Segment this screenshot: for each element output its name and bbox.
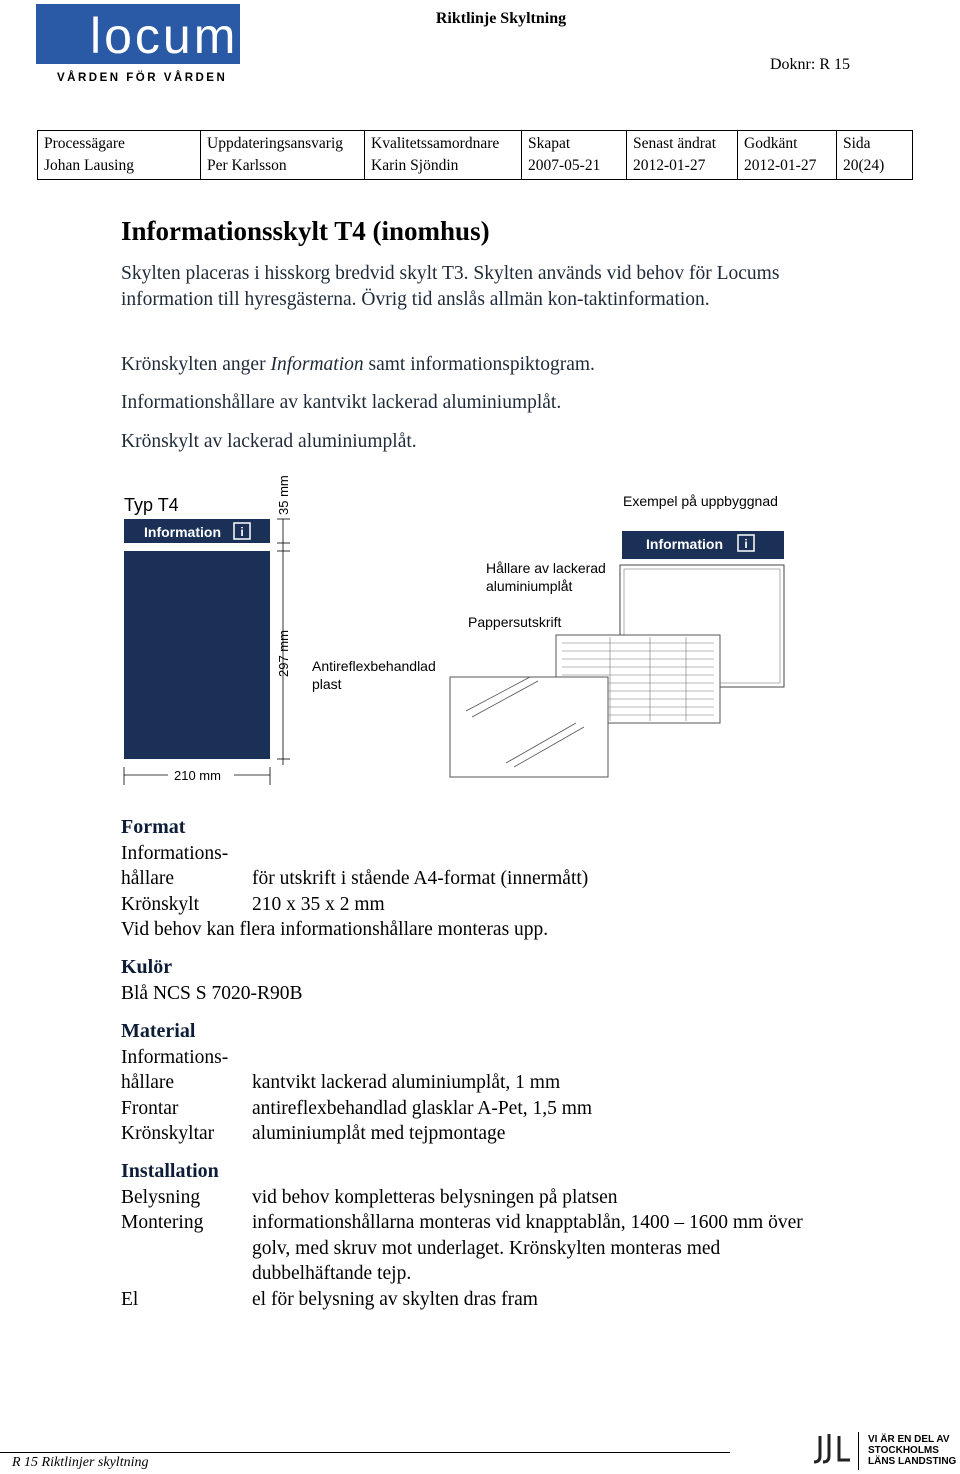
document-number: Doknr: R 15: [770, 56, 850, 73]
page-title: Informationsskylt T4 (inomhus): [121, 216, 490, 246]
material-key-holder-a: Informations-: [121, 1046, 229, 1068]
material-key-holder-b: hållare: [121, 1072, 175, 1093]
install-key-lighting: Belysning: [121, 1186, 201, 1208]
sll-logo-icon: [812, 1432, 852, 1466]
format-heading: Format: [121, 816, 186, 838]
holder-label-2: aluminiumplåt: [486, 578, 573, 594]
example-crown-text: Information: [646, 536, 723, 552]
material-key-crowns: Krönskyltar: [121, 1123, 215, 1144]
logo-tagline: VÅRDEN FÖR VÅRDEN: [57, 72, 228, 84]
svg-text:i: i: [240, 525, 244, 539]
material-value-fronts: antireflexbehandlad glasklar A-Pet, 1,5 mm: [252, 1097, 593, 1119]
antireflex-label-1: Antireflexbehandlad: [312, 658, 436, 674]
example-label: Exempel på uppbyggnad: [623, 493, 778, 509]
format-key-holder-b: hållare: [121, 868, 175, 889]
format-key-holder-a: Informations-: [121, 842, 229, 864]
format-value-crown: 210 x 35 x 2 mm: [252, 893, 385, 915]
meta-row: [38, 131, 913, 180]
info-panel: [124, 551, 270, 759]
crown-sign-text: Information: [144, 524, 221, 540]
install-key-mounting: Montering: [121, 1212, 204, 1233]
material-key-fronts: Frontar: [121, 1097, 179, 1119]
meta-cell-page: Sida 20(24): [837, 131, 913, 180]
dim-297-label: 297 mm: [276, 630, 291, 677]
sll-divider: [858, 1432, 859, 1470]
install-value-lighting: vid behov kompletteras belysningen på platsen: [252, 1186, 618, 1208]
intro-holder: Informationshållare av kantvikt lackerad aluminiumplåt.: [121, 392, 562, 413]
dim-210-label: 210 mm: [174, 768, 221, 783]
meta-cell-owner: Processägare Johan Lausing: [38, 131, 201, 180]
intro-paragraph: Skylten placeras i hisskorg bredvid skylt T3. Skylten används vid behov för Locums information till hyresgästerna. Övrig tid anslås allmän kon-taktinformation.: [121, 263, 780, 310]
intro-crown-material: Krönskylt av lackerad aluminiumplåt.: [121, 431, 417, 452]
plastic-front: [450, 677, 608, 777]
meta-cell-approved: Godkänt 2012-01-27: [738, 131, 837, 180]
format-key-crown: Krönskylt: [121, 893, 199, 915]
document-title: Riktlinje Skyltning: [435, 10, 567, 27]
install-key-el: El: [121, 1288, 139, 1310]
material-value-crowns: aluminiumplåt med tejpmontage: [252, 1123, 506, 1144]
paper-label: Pappersutskrift: [468, 614, 562, 630]
material-value-holder: kantvikt lackerad aluminiumplåt, 1 mm: [252, 1072, 561, 1093]
footer-divider: [0, 1452, 730, 1453]
material-heading: Material: [121, 1020, 196, 1042]
footer-text: R 15 Riktlinjer skyltning: [12, 1455, 149, 1470]
meta-table: [37, 130, 913, 180]
svg-text:i: i: [744, 537, 748, 551]
installation-heading: Installation: [121, 1160, 219, 1182]
antireflex-label-2: plast: [312, 676, 342, 692]
color-section: [121, 955, 841, 1006]
format-note: Vid behov kan flera informationshållare monteras upp.: [121, 919, 549, 940]
logo-text: locum.: [90, 8, 256, 64]
color-value: Blå NCS S 7020-R90B: [121, 982, 303, 1004]
sll-text: VI ÄR EN DEL AV STOCKHOLMS LÄNS LANDSTING: [868, 1434, 957, 1467]
material-section: [121, 1019, 841, 1147]
format-section: [121, 815, 841, 943]
sign-diagram: [110, 465, 810, 795]
install-value-el: el för belysning av skylten dras fram: [252, 1288, 538, 1310]
install-value-mounting: informationshållarna monteras vid knapptablån, 1400 – 1600 mm över golv, med skruv mot underlaget. Krönskylten monteras med dubbelhäftande tejp.: [252, 1212, 803, 1284]
holder-label-1: Hållare av lackerad: [486, 560, 606, 576]
color-heading: Kulör: [121, 956, 173, 978]
meta-cell-coordinator: Kvalitetssamordnare Karin Sjöndin: [365, 131, 522, 180]
type-label: Typ T4: [124, 495, 179, 515]
intro-crown-sign: Krönskylten anger Information samt informationspiktogram.: [121, 354, 595, 375]
format-value-holder: för utskrift i stående A4-format (innermått): [252, 868, 589, 889]
meta-cell-modified: Senast ändrat 2012-01-27: [627, 131, 738, 180]
installation-section: [121, 1159, 841, 1312]
meta-cell-updater: Uppdateringsansvarig Per Karlsson: [201, 131, 365, 180]
dim-35-label: 35 mm: [276, 475, 291, 515]
meta-cell-created: Skapat 2007-05-21: [522, 131, 627, 180]
